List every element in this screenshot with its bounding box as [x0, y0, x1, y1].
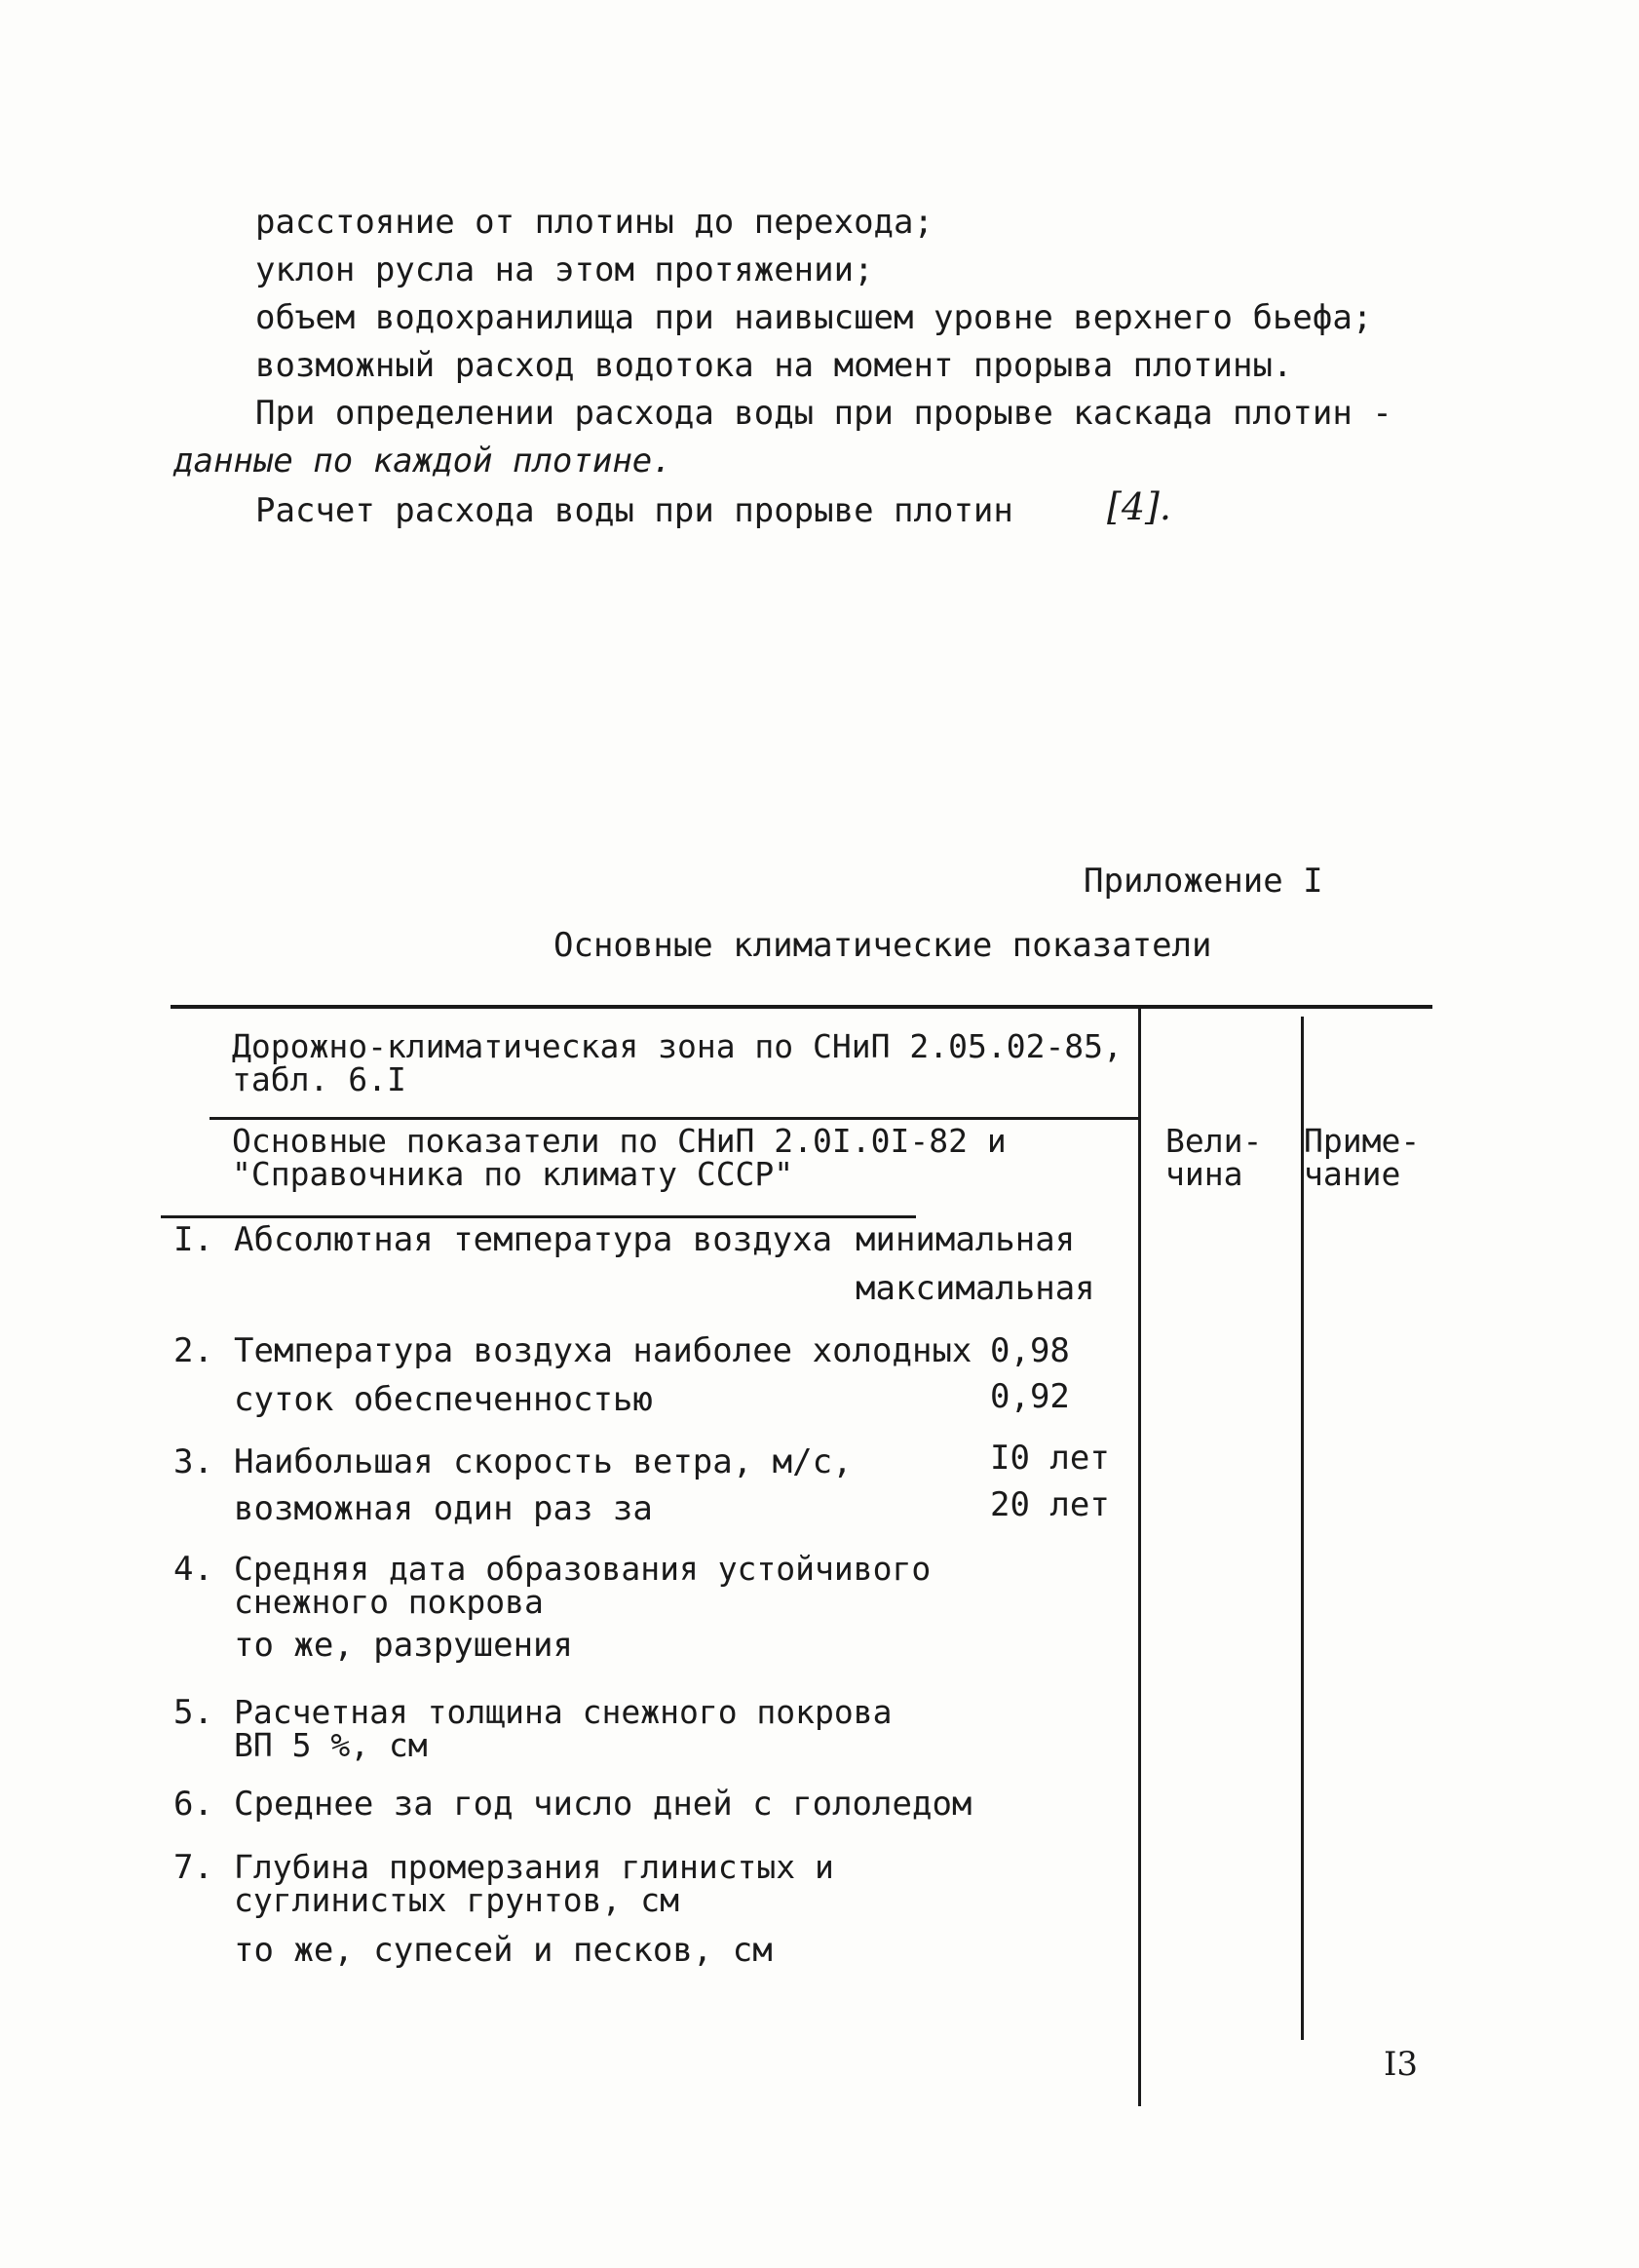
row-number: 7. [173, 1848, 213, 1887]
row-number: 4. [173, 1550, 213, 1589]
row-text: Среднее за год число дней с гололедом [234, 1785, 972, 1824]
zone-header: Дорожно-климатическая зона по СНиП 2.05.02-85, [232, 1027, 1123, 1065]
value-column-header: Вели- [1165, 1122, 1263, 1160]
indicators-header: "Справочника по климату СССР" [232, 1155, 794, 1193]
intro-line: Расчет расхода воды при прорыве плотин [255, 491, 1013, 530]
row-sub: I0 лет [990, 1439, 1110, 1478]
table-header-rule [161, 1215, 916, 1218]
row-sub: 20 лет [990, 1485, 1110, 1524]
row-text: суток обеспеченностью [234, 1380, 653, 1419]
table-top-rule [171, 1005, 1432, 1009]
row-text: ВП 5 %, см [234, 1726, 428, 1764]
zone-header: табл. 6.I [232, 1060, 406, 1098]
table-mid-rule [210, 1117, 1140, 1120]
page-number: I3 [1384, 2045, 1419, 2084]
row-number: I. [173, 1220, 213, 1259]
row-number: 6. [173, 1785, 213, 1824]
note-column-header: чание [1304, 1155, 1401, 1193]
intro-line: При определении расхода воды при прорыве каскада плотин - [255, 394, 1392, 433]
row-sub: максимальная [856, 1269, 1095, 1308]
row-number: 3. [173, 1442, 213, 1481]
intro-line: возможный расход водотока на момент прорыва плотины. [255, 346, 1293, 385]
note-column-header: Приме- [1304, 1122, 1421, 1160]
intro-line: объем водохранилища при наивысшем уровне верхнего бьефа; [255, 298, 1373, 337]
row-text: Наибольшая скорость ветра, м/с, [234, 1442, 853, 1481]
row-text: Средняя дата образования устойчивого [234, 1550, 932, 1588]
row-number: 5. [173, 1693, 213, 1732]
row-text: Температура воздуха наиболее холодных [234, 1331, 972, 1370]
table-title: Основные климатические показатели [553, 926, 1212, 965]
reference: [4]. [1107, 485, 1171, 528]
row-text: возможная один раз за [234, 1489, 653, 1528]
row-text: Глубина промерзания глинистых и [234, 1848, 834, 1886]
indicators-header: Основные показатели по СНиП 2.0I.0I-82 и [232, 1122, 1007, 1160]
row-sub: минимальная [856, 1220, 1076, 1259]
appendix-label: Приложение I [1084, 862, 1323, 901]
row-text: то же, супесей и песков, см [234, 1931, 773, 1970]
intro-line: данные по каждой плотине. [173, 442, 672, 481]
value-column-header: чина [1165, 1155, 1243, 1193]
row-text: Абсолютная температура воздуха [234, 1220, 833, 1259]
intro-line: уклон русла на этом протяжении; [255, 250, 874, 289]
row-text: то же, разрушения [234, 1626, 573, 1665]
row-sub: 0,98 [990, 1331, 1070, 1370]
row-text: суглинистых грунтов, см [234, 1881, 679, 1919]
row-text: снежного покрова [234, 1583, 544, 1621]
column-divider-value [1138, 1005, 1141, 2106]
row-number: 2. [173, 1331, 213, 1370]
row-sub: 0,92 [990, 1377, 1070, 1416]
row-text: Расчетная толщина снежного покрова [234, 1693, 893, 1731]
intro-line: расстояние от плотины до перехода; [255, 203, 934, 242]
